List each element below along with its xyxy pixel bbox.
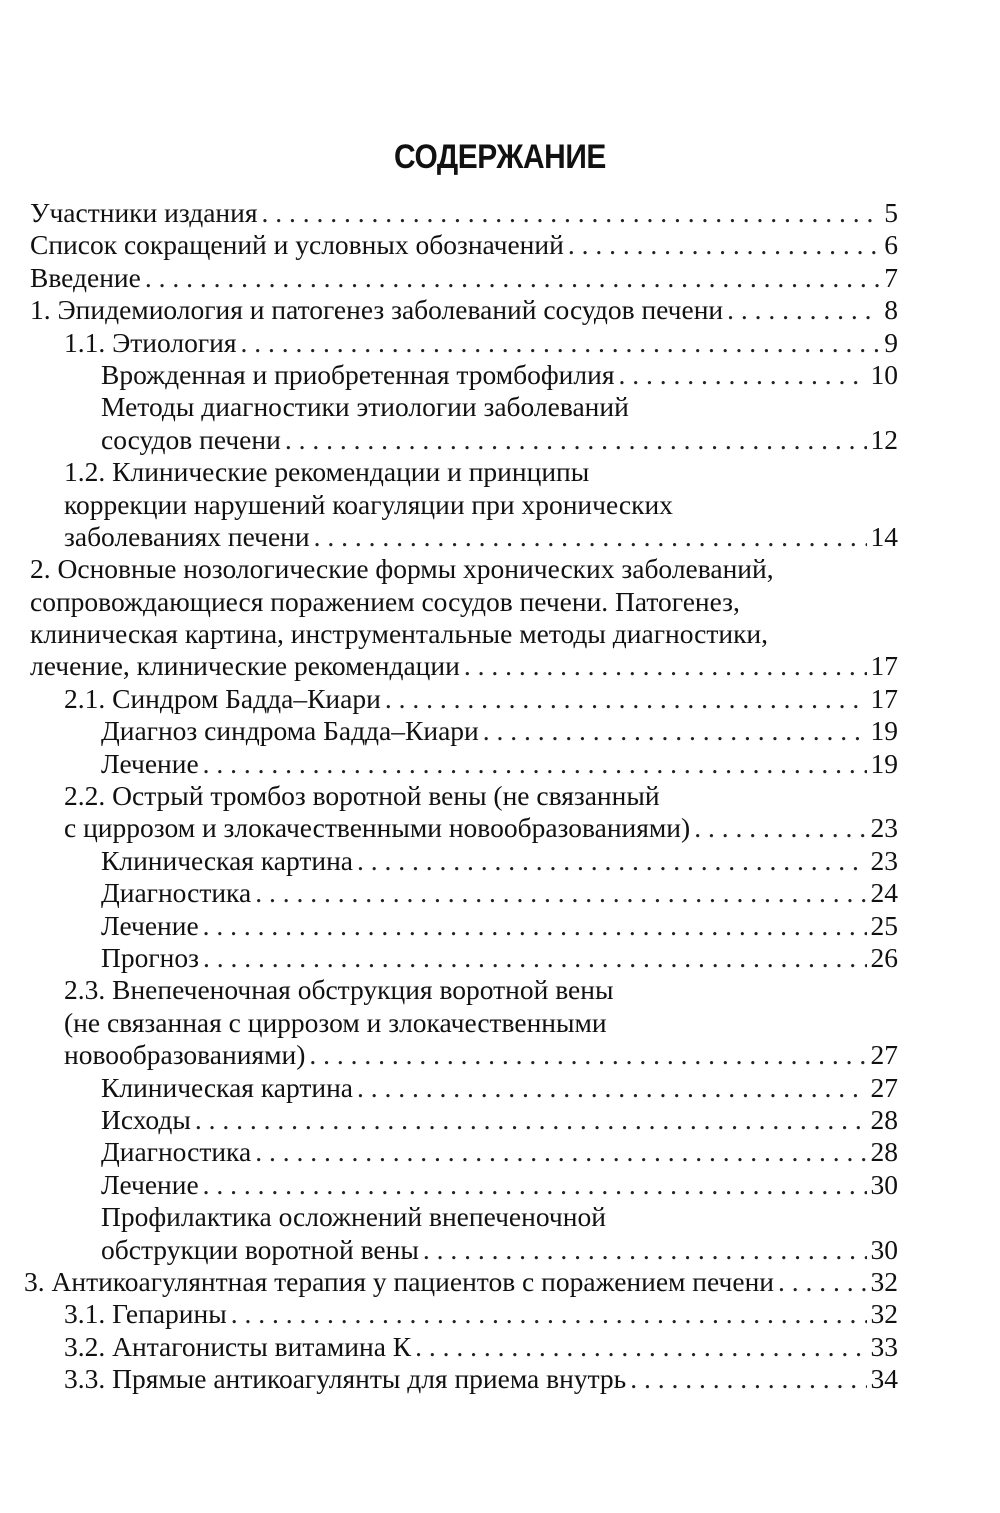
toc-entry[interactable]: лечение, клинические рекомендации . . . 17: [0, 650, 898, 682]
toc-entry[interactable]: Диагностика . . . 28: [0, 1136, 898, 1168]
toc-entry[interactable]: 3.1. Гепарины . . . 32: [0, 1298, 898, 1330]
toc-entry[interactable]: Лечение . . . 19: [0, 748, 898, 780]
toc-entry[interactable]: Исходы . . . 28: [0, 1104, 898, 1136]
toc-entry[interactable]: Диагностика . . . 24: [0, 877, 898, 909]
toc-entry[interactable]: Список сокращений и условных обозначений . . . 6: [0, 229, 898, 261]
toc-entry-continued: Профилактика осложнений внепеченочной: [101, 1201, 606, 1233]
table-of-contents: [0, 197, 1000, 1395]
toc-entry[interactable]: Лечение . . . 25: [0, 910, 898, 942]
page-title: СОДЕРЖАНИЕ: [394, 138, 606, 176]
toc-entry[interactable]: Врожденная и приобретенная тромбофилия . . . 10: [0, 359, 898, 391]
toc-entry-continued: сопровождающиеся поражением сосудов печени. Патогенез,: [30, 585, 740, 617]
toc-entry[interactable]: обструкции воротной вены . . . 30: [0, 1234, 898, 1266]
toc-entry[interactable]: Прогноз . . . 26: [0, 942, 898, 974]
toc-entry[interactable]: 1. Эпидемиология и патогенез заболеваний сосудов печени . . . 8: [0, 294, 898, 326]
toc-entry[interactable]: с циррозом и злокачественными новообразованиями) . . . 23: [0, 812, 898, 844]
toc-entry[interactable]: 1.1. Этиология . . . 9: [0, 327, 898, 359]
toc-entry[interactable]: Введение . . . 7: [0, 262, 898, 294]
toc-entry-continued: клиническая картина, инструментальные методы диагностики,: [30, 618, 769, 650]
toc-entry-continued: 2.3. Внепеченочная обструкция воротной вены: [64, 974, 614, 1006]
toc-entry[interactable]: новообразованиями) . . . 27: [0, 1039, 898, 1071]
toc-entry-continued: коррекции нарушений коагуляции при хронических: [64, 488, 673, 520]
toc-entry-continued: Методы диагностики этиологии заболеваний: [101, 391, 629, 423]
toc-entry[interactable]: 2.1. Синдром Бадда–Киари . . . 17: [0, 683, 898, 715]
toc-entry-continued: 2. Основные нозологические формы хронических заболеваний,: [30, 553, 774, 585]
toc-entry[interactable]: 3.2. Антагонисты витамина К . . . 33: [0, 1331, 898, 1363]
toc-entry[interactable]: Участники издания . . . 5: [0, 197, 898, 229]
toc-entry[interactable]: заболеваниях печени . . . 14: [0, 521, 898, 553]
toc-entry-continued: (не связанная с циррозом и злокачественными: [64, 1006, 607, 1038]
toc-entry-continued: 2.2. Острый тромбоз воротной вены (не связанный: [64, 780, 660, 812]
toc-entry[interactable]: Диагноз синдрома Бадда–Киари . . . 19: [0, 715, 898, 747]
toc-entry[interactable]: Клиническая картина . . . 27: [0, 1072, 898, 1104]
toc-entry[interactable]: 3. Антикоагулянтная терапия у пациентов с поражением печени . . . 32: [0, 1266, 898, 1298]
toc-entry[interactable]: Лечение . . . 30: [0, 1169, 898, 1201]
toc-entry-continued: 1.2. Клинические рекомендации и принципы: [64, 456, 590, 488]
toc-entry[interactable]: 3.3. Прямые антикоагулянты для приема внутрь . . . 34: [0, 1363, 898, 1395]
toc-entry[interactable]: Клиническая картина . . . 23: [0, 845, 898, 877]
toc-entry[interactable]: сосудов печени . . . 12: [0, 424, 898, 456]
